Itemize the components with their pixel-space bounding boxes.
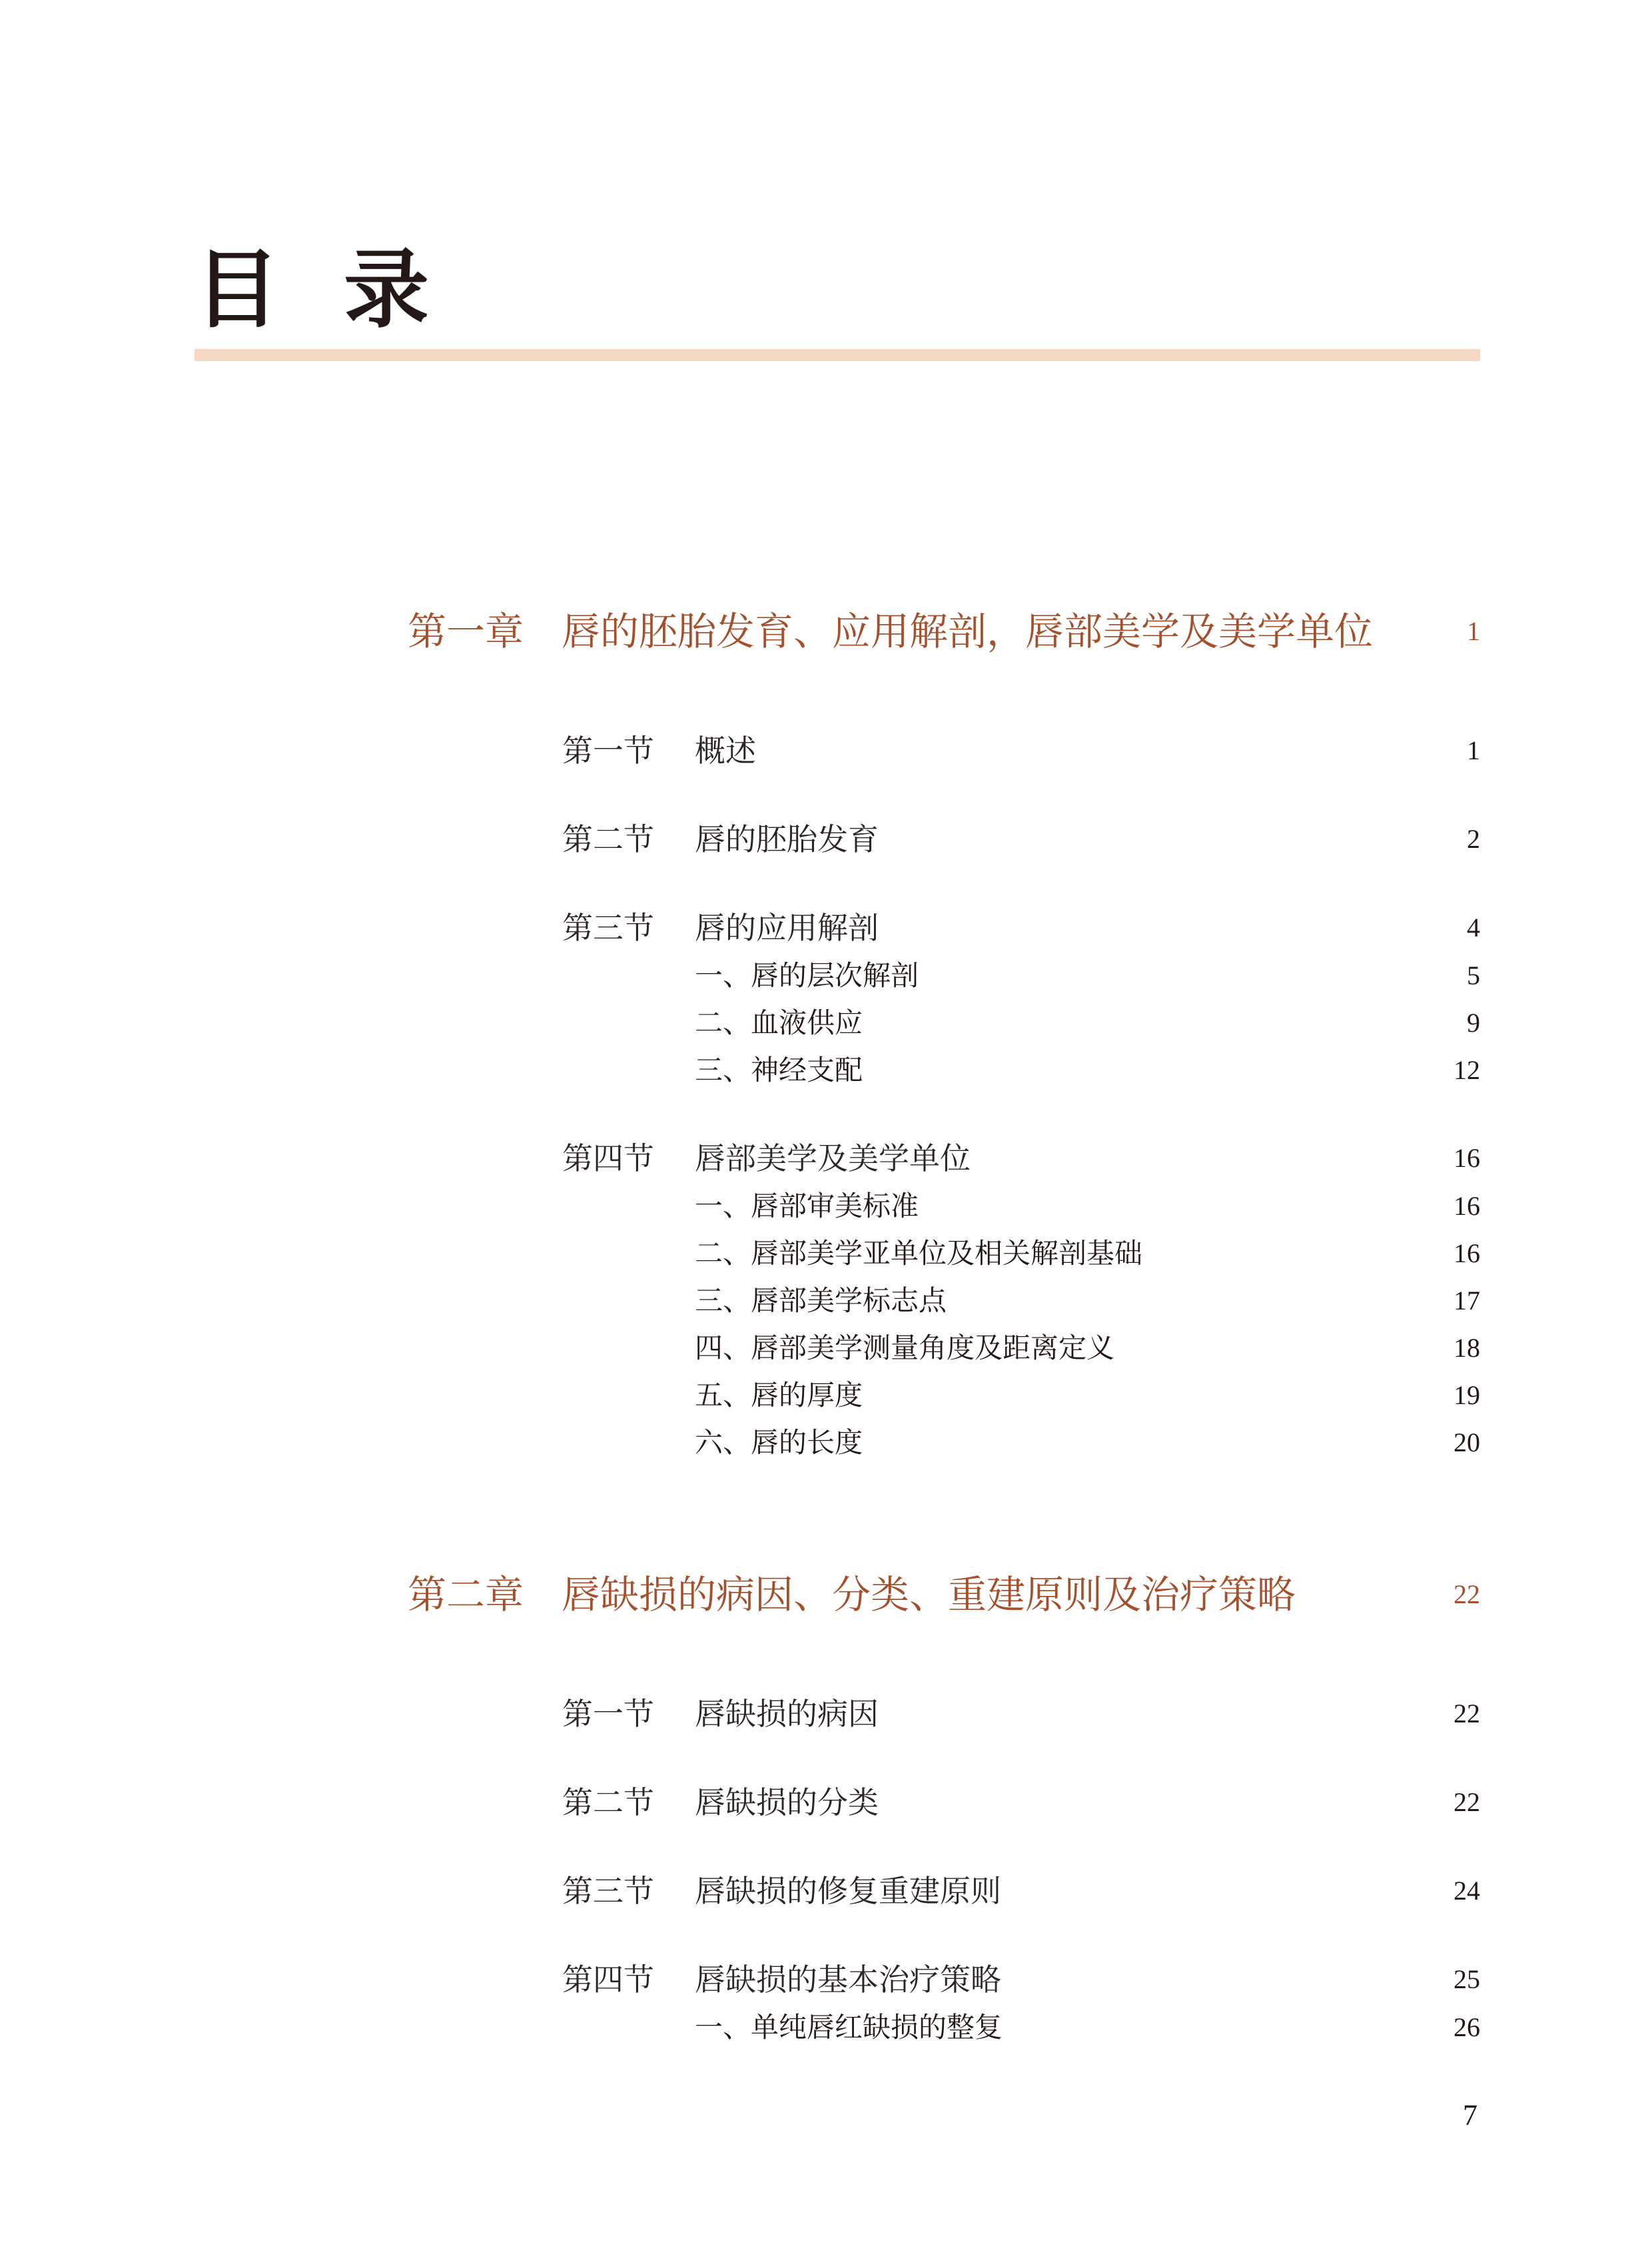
- section-page-number: 1: [1467, 735, 1480, 765]
- section-label: 第一节: [562, 733, 654, 769]
- section-page-number: 22: [1453, 1698, 1480, 1728]
- section-label: 第四节: [562, 1140, 654, 1176]
- section-page-number: 16: [1453, 1143, 1480, 1173]
- subsection-page-number: 12: [1453, 1055, 1480, 1085]
- heading-rule: [195, 349, 1480, 361]
- subsection-title: 六、唇的长度: [695, 1426, 863, 1459]
- section-page-number: 4: [1467, 913, 1480, 942]
- subsection-title: 五、唇的厚度: [695, 1379, 863, 1411]
- subsection-page-number: 17: [1453, 1286, 1480, 1315]
- chapter-title: 唇缺损的病因、分类、重建原则及治疗策略: [562, 1572, 1296, 1617]
- page-number: 7: [1463, 2099, 1477, 2131]
- chapter-label: 第一章: [408, 609, 524, 654]
- subsection-title: 一、唇部审美标准: [695, 1190, 919, 1222]
- subsection-title: 四、唇部美学测量角度及距离定义: [695, 1331, 1115, 1364]
- subsection-title: 一、唇的层次解剖: [695, 959, 919, 992]
- section-label: 第二节: [562, 1784, 654, 1820]
- section-label: 第二节: [562, 821, 654, 857]
- section-page-number: 25: [1453, 1964, 1480, 1994]
- subsection-page-number: 19: [1453, 1380, 1480, 1410]
- subsection-page-number: 20: [1453, 1427, 1480, 1457]
- subsection-page-number: 16: [1453, 1191, 1480, 1221]
- subsection-page-number: 5: [1467, 960, 1480, 990]
- section-label: 第一节: [562, 1696, 654, 1732]
- chapter-label: 第二章: [408, 1572, 524, 1617]
- section-title: 唇部美学及美学单位: [695, 1140, 971, 1176]
- section-title: 唇的胚胎发育: [695, 821, 879, 857]
- section-title: 唇缺损的病因: [695, 1696, 879, 1732]
- toc-heading: 目录: [195, 240, 494, 340]
- section-label: 第四节: [562, 1962, 654, 1998]
- section-page-number: 2: [1467, 824, 1480, 854]
- section-page-number: 22: [1453, 1787, 1480, 1817]
- chapter-title: 唇的胚胎发育、应用解剖，唇部美学及美学单位: [562, 609, 1374, 654]
- section-title: 唇缺损的修复重建原则: [695, 1873, 1001, 1909]
- section-title: 唇的应用解剖: [695, 910, 879, 946]
- section-label: 第三节: [562, 910, 654, 946]
- section-page-number: 24: [1453, 1876, 1480, 1906]
- section-title: 概述: [695, 733, 756, 769]
- subsection-title: 二、血液供应: [695, 1006, 863, 1039]
- subsection-page-number: 9: [1467, 1008, 1480, 1038]
- section-title: 唇缺损的分类: [695, 1784, 879, 1820]
- chapter-page-number: 22: [1453, 1579, 1480, 1609]
- subsection-title: 一、单纯唇红缺损的整复: [695, 2011, 1003, 2044]
- subsection-title: 二、唇部美学亚单位及相关解剖基础: [695, 1237, 1143, 1270]
- subsection-title: 三、唇部美学标志点: [695, 1284, 947, 1317]
- subsection-page-number: 16: [1453, 1238, 1480, 1268]
- section-label: 第三节: [562, 1873, 654, 1909]
- section-title: 唇缺损的基本治疗策略: [695, 1962, 1001, 1998]
- subsection-page-number: 18: [1453, 1333, 1480, 1363]
- subsection-title: 三、神经支配: [695, 1054, 863, 1086]
- chapter-page-number: 1: [1467, 616, 1480, 646]
- subsection-page-number: 26: [1453, 2012, 1480, 2042]
